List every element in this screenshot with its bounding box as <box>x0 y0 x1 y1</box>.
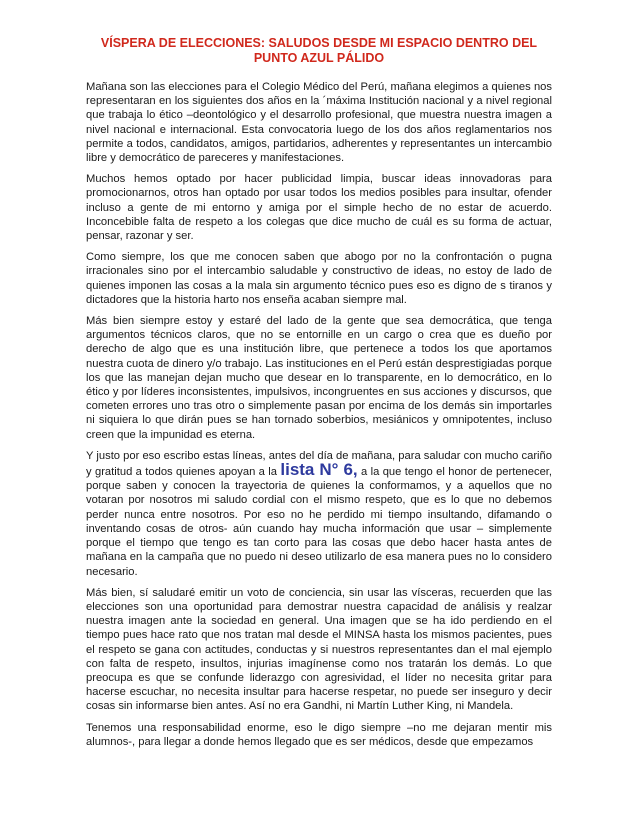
paragraph-1: Mañana son las elecciones para el Colegio Médico del Perú, mañana elegimos a quienes nos representaran en los siguientes dos años en la ´máxima Institución nacional y a nivel regional que trabaja lo ético –deontológico y el desarrollo profesional, que muestra nuestra imagen a nivel nacional e internacional. Esta convocatoria luego de los dos años reglamentarios nos permite a todos, candidatos, amigos, partidarios, adherentes y representantes un intercambio libre y democrático de pareceres y manifestaciones. <box>86 81 552 165</box>
paragraph-7: Tenemos una responsabilidad enorme, eso le digo siempre –no me dejaran mentir mis alumnos-, para llegar a donde hemos llegado que es ser médicos, desde que empezamos <box>86 721 552 748</box>
title-line-1: VÍSPERA DE ELECCIONES: SALUDOS DESDE MI ESPACIO DENTRO DEL <box>100 36 538 50</box>
list-number-highlight: lista N° 6, <box>280 460 358 480</box>
document-title <box>86 36 552 66</box>
paragraph-5-text-before: Y justo por eso escribo estas líneas, antes del día de mañana, para saludar con mucho cariño y gratitud a todos quienes apoyan a la <box>86 449 552 479</box>
paragraph-5 <box>86 449 552 579</box>
paragraph-4: Más bien siempre estoy y estaré del lado de la gente que sea democrática, que tenga argumentos técnicos claros, que no se entornille en un cargo o crea que es dueño por derecho de algo que es una institución libre, que pertenece a todos los que aportamos nuestra cuota de dinero y/o trabajo. Las instituciones en el Perú están desprestigiadas porque los que las manejan dejan mucho que desear en lo transparente, en lo democrático, en lo ético y por líderes inconsistentes, impulsivos, incongruentes en sus acciones y discursos, que cometen errores uno tras otro o simplemente pasan por encima de los demás sin importarles ni siquiera lo que dirán pues se han tornado soberbios, mesiánicos y omnipotentes, incluso creen que la impunidad es eterna. <box>86 315 552 441</box>
paragraph-2: Muchos hemos optado por hacer publicidad limpia, buscar ideas innovadoras para promocionarnos, otros han optado por usar todos los medios posibles para insultar, ofender incluso a gente de mi entorno y amiga por el simple hecho de no estar de acuerdo. Inconcebible falta de respeto a los colegas que dice mucho de cuál es su forma de actuar, pensar, razonar y ser. <box>86 173 552 243</box>
paragraph-5-text-after: a la que tengo el honor de pertenecer, porque saben y conocen la trayectoria de quienes la conformamos, y a aquellos que no votaran por nosotros mi saludo cordial con el mismo respeto, que es lo que no debemos perder nunca entre nosotros. Por eso no he perdido mi tiempo insultando, difamando o inventando cosas de otros- aún cuando hay mucha información que usar – simplemente porque el tiempo que tengo es tan corto para las cosas que debo hacer hasta antes de mañana en la campaña que no puedo ni deseo utilizarlo de esa manera pues no lo considero necesario. <box>86 466 553 578</box>
title-line-2: PUNTO AZUL PÁLIDO <box>253 51 385 65</box>
paragraph-6: Más bien, sí saludaré emitir un voto de conciencia, sin usar las vísceras, recuerden que las elecciones son una oportunidad para demostrar nuestra capacidad de análisis y realzar nuestra imagen ante la sociedad en general. Una imagen que se ha ido perdiendo en el tiempo pues hace rato que nos tratan mal desde el MINSA hasta los mismos pacientes, pues el respeto se gana con actitudes, conductas y si nuestros representantes dan el mal ejemplo con falta de respeto, insultos, injurias imagínense como nos tratarán los demás. Lo que preocupa es que se confunde liderazgo con agresividad, el líder no necesita gritar para hacerse escuchar, no necesita insultar para hacerse respetar, no puede ser inseguro y decir cosas sin informarse bien antes. Así no era Gandhi, ni Martín Luther King, ni Mandela. <box>86 586 552 713</box>
paragraph-3: Como siempre, los que me conocen saben que abogo por no la confrontación o pugna irracionales sino por el intercambio saludable y constructivo de ideas, no estoy de lado de quienes imponen las cosas a la mala sin argumento técnico pues eso es digno de s tiranos y dictadores que la historia harto nos enseña acaban siempre mal. <box>86 251 552 306</box>
